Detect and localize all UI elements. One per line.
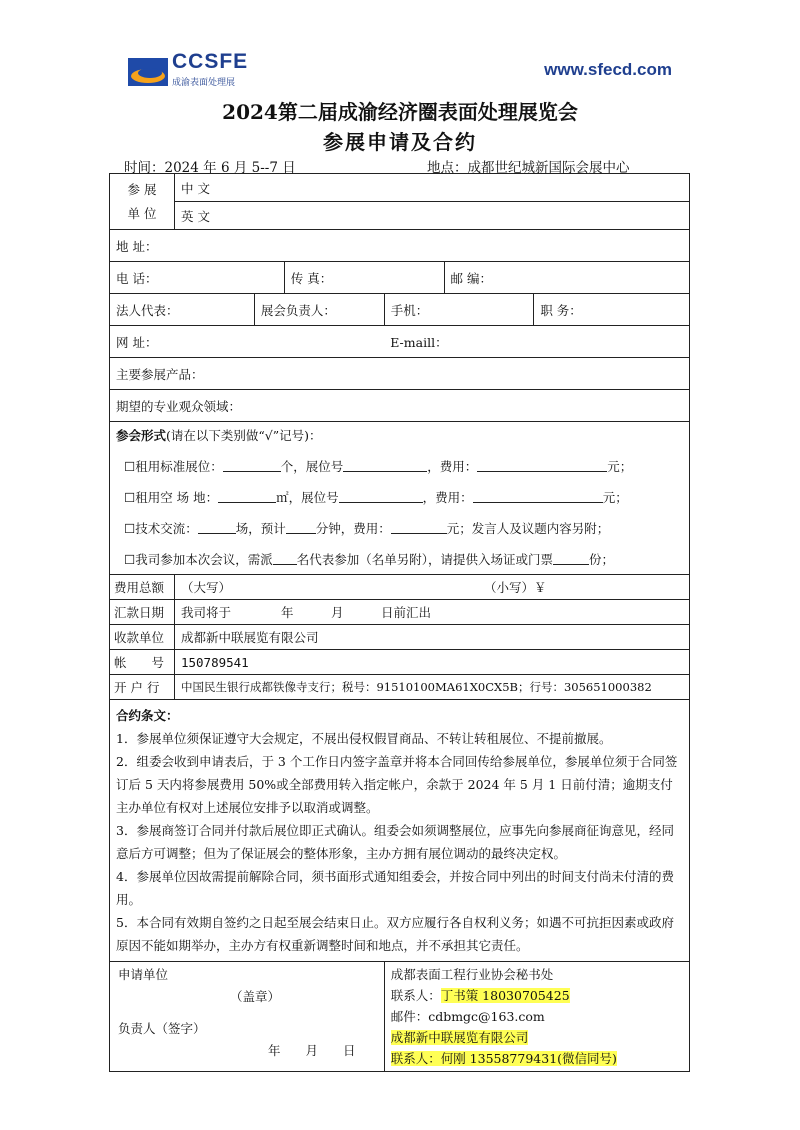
email-field[interactable]: E-maill： — [384, 326, 689, 358]
address-field[interactable]: 地 址： — [110, 230, 690, 262]
website-link[interactable]: www.sfecd.com — [544, 60, 672, 79]
account-value: 150789541 — [174, 650, 689, 675]
postcode-field[interactable]: 邮 编： — [444, 262, 689, 294]
event-time: 时间：2024 年 6 月 5--7 日 — [124, 160, 296, 176]
application-form — [109, 173, 690, 1072]
term-item: 2．组委会收到申请表后，于 3 个工作日内签字盖章并将本合同回传给参展单位，参展单位须于合同签订后 5 天内将参展费用 50%或全部费用转入指定帐户，余款于 2024 年 5 月 1 日前付清；逾期支付主办单位有权对上述展位安排予以取消或调整。 — [116, 754, 678, 815]
participation-section — [110, 422, 690, 575]
organizer-2: 成都新中联展览有限公司 — [390, 1030, 529, 1045]
seal-label: （盖章） — [230, 989, 281, 1004]
bank-label: 开 户 行 — [110, 675, 175, 700]
term-item: 5．本合同有效期自签约之日起至展会结束日止。双方应履行各自权利义务；如遇不可抗拒因素或政府原因不能如期举办，主办方有权重新调整时间和地点，并不承担其它责任。 — [116, 915, 674, 953]
mobile-field[interactable]: 手机： — [384, 294, 534, 326]
remit-date-field[interactable]: 我司将于 年 月 日前汇出 — [174, 600, 689, 625]
legal-rep-field[interactable]: 法人代表： — [110, 294, 255, 326]
exhibit-manager-field[interactable]: 展会负责人： — [254, 294, 384, 326]
english-name-field[interactable]: 英 文 — [174, 202, 689, 230]
event-place: 地点：成都世纪城新国际会展中心 — [427, 160, 630, 176]
person-sign-label: 负责人（签字） — [118, 1021, 206, 1036]
exhibitor-unit-label: 参 展 单 位 — [110, 174, 175, 230]
term-item: 1．参展单位须保证遵守大会规定，不展出侵权假冒商品、不转让转租展位、不提前撤展。 — [116, 731, 612, 746]
contact-1: 丁书策 18030705425 — [440, 988, 570, 1003]
contract-terms — [110, 700, 690, 962]
contact-2: 联系人：何刚 13558779431(微信同号) — [390, 1051, 617, 1066]
applicant-sign-area[interactable] — [110, 962, 385, 1072]
payee-label: 收款单位 — [110, 625, 175, 650]
website-field[interactable]: 网 址： — [110, 326, 385, 358]
fax-field[interactable]: 传 真： — [284, 262, 444, 294]
participation-title: 参会形式 — [116, 428, 167, 443]
fee-upper-field[interactable]: （大写） — [174, 575, 444, 600]
sign-date-label: 年 月 日 — [268, 1043, 356, 1058]
term-item: 4．参展单位因故需提前解除合同，须书面形式通知组委会，并按合同中列出的时间支付尚未付清的费用。 — [116, 869, 674, 907]
audience-field[interactable]: 期望的专业观众领域： — [110, 390, 690, 422]
ccsfe-logo — [128, 48, 288, 92]
option-conference[interactable]: ☐我司参加本次会议，需派 名代表参加（名单另附），请提供入场证或门票 份； — [124, 551, 614, 567]
position-field[interactable]: 职 务： — [534, 294, 690, 326]
logo-subtitle: 成渝表面处理展 — [172, 78, 236, 88]
organizer-1: 成都表面工程行业协会秘书处 — [390, 967, 554, 982]
account-label: 帐 号 — [110, 650, 175, 675]
option-raw-space[interactable]: ☐租用空 场 地： ㎡，展位号 ，费用： 元； — [124, 489, 628, 505]
chinese-name-field[interactable]: 中 文 — [174, 174, 689, 202]
option-standard-booth[interactable]: ☐租用标准展位： 个，展位号 ，费用： 元； — [124, 458, 633, 474]
fee-lower-field[interactable]: （小写）￥ — [444, 575, 689, 600]
organizer-contacts: 成都表面工程行业协会秘书处 联系人：丁书策 18030705425 邮件：cdbmgc@163.com 成都新中联展览有限公司 联系人：何刚 13558779431(微信同号) — [384, 962, 689, 1072]
option-tech-exchange[interactable]: ☐技术交流： 场，预计 分钟，费用： 元；发言人及议题内容另附； — [124, 520, 610, 536]
terms-title: 合约条文： — [116, 708, 179, 723]
phone-field[interactable]: 电 话： — [110, 262, 285, 294]
main-products-field[interactable]: 主要参展产品： — [110, 358, 690, 390]
fee-total-label: 费用总额 — [110, 575, 175, 600]
payee-value: 成都新中联展览有限公司 — [174, 625, 689, 650]
term-item: 3．参展商签订合同并付款后展位即正式确认。组委会如须调整展位，应事先向参展商征询意见，经同意后方可调整；但为了保证展会的整体形象，主办方拥有展位调动的最终决定权。 — [116, 823, 674, 861]
remit-date-label: 汇款日期 — [110, 600, 175, 625]
logo-emblem-icon — [128, 58, 168, 86]
organizer-email[interactable]: 邮件：cdbmgc@163.com — [390, 1009, 545, 1024]
page-subtitle: 参展申请及合约 — [323, 130, 477, 154]
page-title: 2024第二届成渝经济圈表面处理展览会 — [222, 100, 578, 124]
participation-note: (请在以下类别做“√”记号)： — [166, 428, 322, 443]
logo-text: CCSFE — [172, 50, 249, 73]
bank-value: 中国民生银行成都铁像寺支行；税号：91510100MA61X0CX5B；行号：305651000382 — [174, 675, 689, 700]
applicant-label: 申请单位 — [118, 967, 169, 982]
